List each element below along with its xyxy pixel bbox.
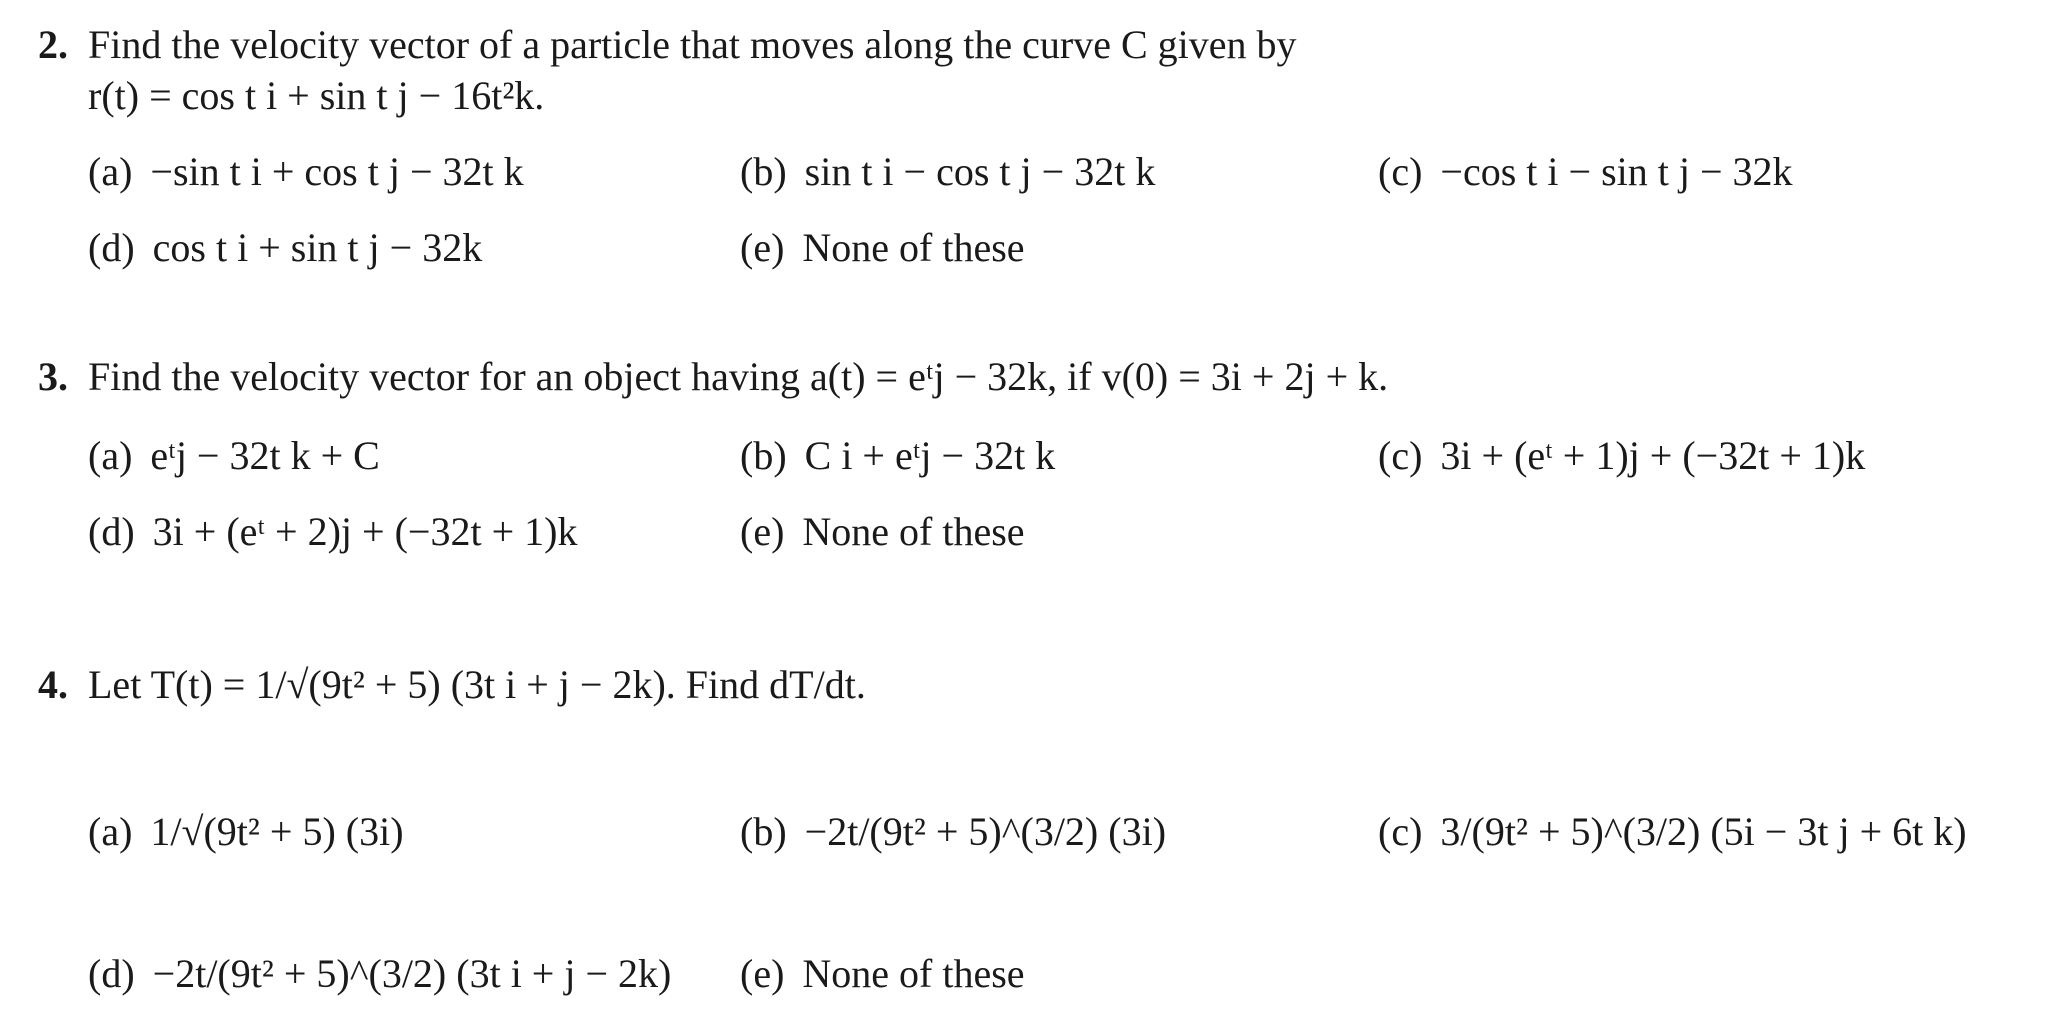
q4-option-c <box>1378 808 1967 855</box>
option-text: eᵗj − 32t k + C <box>150 433 380 478</box>
question-number: 2. <box>38 22 68 67</box>
option-label: (a) <box>88 433 133 478</box>
question-number: 3. <box>38 354 68 399</box>
option-text: 3i + (eᵗ + 2)j + (−32t + 1)k <box>152 509 578 554</box>
option-text: None of these <box>802 225 1025 270</box>
q4-option-a <box>88 808 404 855</box>
option-text: None of these <box>802 951 1025 996</box>
question-2 <box>38 20 1297 70</box>
q3-option-d <box>88 508 577 555</box>
option-text: −sin t i + cos t j − 32t k <box>150 149 524 194</box>
q3-option-c <box>1378 432 1865 479</box>
option-text: 3/(9t² + 5)^(3/2) (5i − 3t j + 6t k) <box>1440 809 1967 854</box>
q3-option-b <box>740 432 1055 479</box>
option-label: (c) <box>1378 809 1423 854</box>
question-2-line2: r(t) = cos t i + sin t j − 16t²k. <box>88 73 545 118</box>
option-label: (b) <box>740 149 787 194</box>
option-label: (d) <box>88 509 135 554</box>
option-label: (c) <box>1378 149 1423 194</box>
option-text: 1/√(9t² + 5) (3i) <box>150 809 404 854</box>
question-number: 4. <box>38 662 68 707</box>
option-label: (e) <box>740 951 785 996</box>
q3-option-e <box>740 508 1025 555</box>
option-text: sin t i − cos t j − 32t k <box>804 149 1156 194</box>
q4-option-b <box>740 808 1166 855</box>
q2-option-b <box>740 148 1155 195</box>
question-2-line1: Find the velocity vector of a particle that moves along the curve C given by <box>88 22 1297 67</box>
q4-option-d <box>88 950 671 997</box>
option-text: None of these <box>802 509 1025 554</box>
q2-option-d <box>88 224 482 271</box>
option-label: (b) <box>740 809 787 854</box>
q2-option-c <box>1378 148 1793 195</box>
option-label: (a) <box>88 149 133 194</box>
q2-option-e <box>740 224 1025 271</box>
option-label: (a) <box>88 809 133 854</box>
question-3 <box>38 352 1388 402</box>
option-label: (c) <box>1378 433 1423 478</box>
q3-option-a <box>88 432 380 479</box>
option-text: −2t/(9t² + 5)^(3/2) (3i) <box>804 809 1167 854</box>
option-text: −cos t i − sin t j − 32k <box>1440 149 1793 194</box>
option-text: −2t/(9t² + 5)^(3/2) (3t i + j − 2k) <box>152 951 672 996</box>
option-label: (b) <box>740 433 787 478</box>
option-label: (d) <box>88 951 135 996</box>
option-label: (e) <box>740 225 785 270</box>
q4-option-e <box>740 950 1025 997</box>
option-text: C i + eᵗj − 32t k <box>804 433 1056 478</box>
question-4-stem: Let T(t) = 1/√(9t² + 5) (3t i + j − 2k). Find dT/dt. <box>88 662 866 707</box>
option-label: (d) <box>88 225 135 270</box>
question-3-stem: Find the velocity vector for an object having a(t) = eᵗj − 32k, if v(0) = 3i + 2j + k. <box>88 354 1389 399</box>
option-text: cos t i + sin t j − 32k <box>152 225 483 270</box>
question-4 <box>38 660 866 710</box>
q2-option-a <box>88 148 524 195</box>
option-text: 3i + (eᵗ + 1)j + (−32t + 1)k <box>1440 433 1866 478</box>
option-label: (e) <box>740 509 785 554</box>
